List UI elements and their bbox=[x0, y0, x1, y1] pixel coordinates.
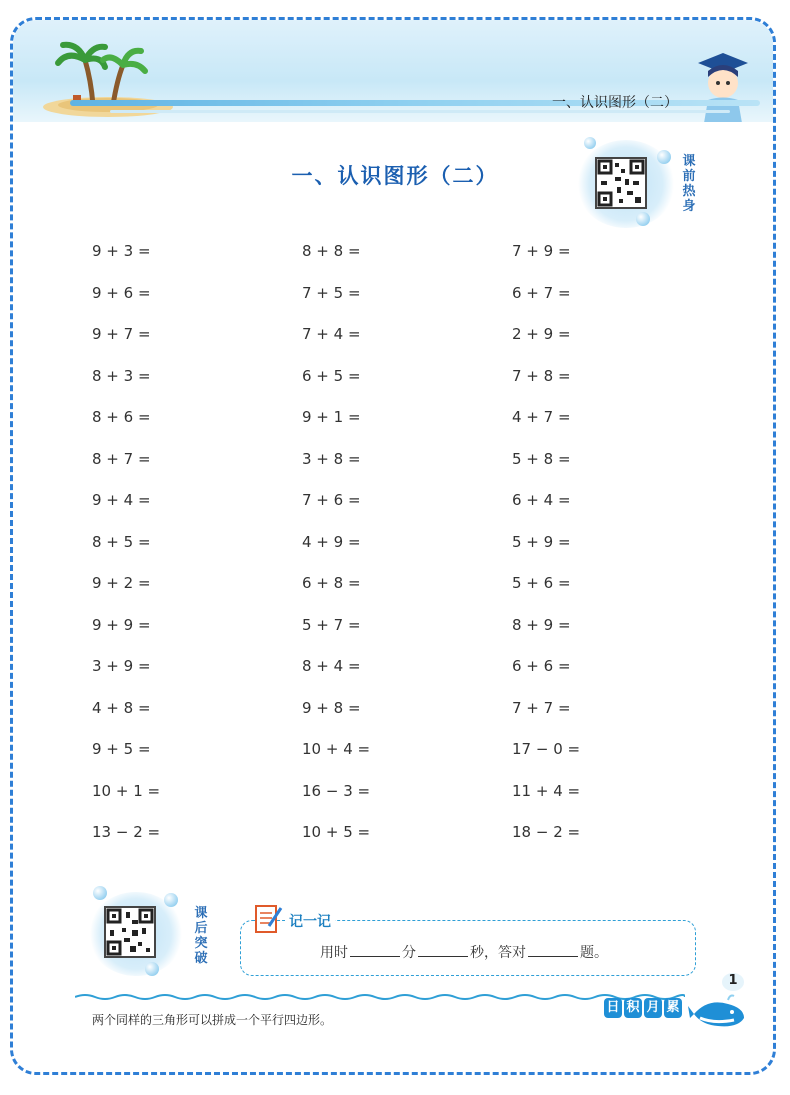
bubble-icon bbox=[657, 150, 671, 164]
warmup-label bbox=[681, 154, 697, 214]
problem: 7 + 7 = bbox=[512, 698, 571, 717]
bubble-icon bbox=[93, 886, 107, 900]
bubble-icon bbox=[145, 962, 159, 976]
whale-icon bbox=[688, 992, 750, 1032]
problem: 18 − 2 = bbox=[512, 823, 581, 841]
note-title: 记一记 bbox=[285, 911, 335, 931]
problem: 5 + 6 = bbox=[512, 574, 571, 592]
label-char: 破 bbox=[194, 951, 208, 966]
problem: 4 + 7 = bbox=[512, 408, 571, 426]
problem-column-1 bbox=[92, 242, 272, 865]
bubble-icon bbox=[584, 137, 596, 149]
chapter-label: 一、认识图形（二） bbox=[552, 95, 678, 111]
page-title: 一、认识图形（二） bbox=[291, 164, 499, 188]
footer-wave bbox=[75, 993, 685, 1001]
problem: 9 + 2 = bbox=[92, 574, 151, 592]
problem-column-2 bbox=[302, 242, 482, 865]
question-label: 题。 bbox=[580, 945, 608, 961]
problem: 6 + 8 = bbox=[302, 574, 361, 592]
label-char: 后 bbox=[194, 921, 208, 936]
qr-code-icon[interactable] bbox=[104, 906, 156, 958]
bubble-icon bbox=[164, 893, 178, 907]
problem: 8 + 9 = bbox=[512, 615, 571, 634]
problem: 3 + 8 = bbox=[302, 449, 361, 468]
problem: 9 + 3 = bbox=[92, 242, 151, 260]
notepad-pen-icon bbox=[254, 902, 284, 934]
footer-banner bbox=[604, 998, 682, 1018]
problem: 7 + 6 = bbox=[302, 491, 361, 509]
problem: 16 − 3 = bbox=[302, 781, 371, 800]
label-char: 热 bbox=[682, 184, 696, 199]
banner-char: 积 bbox=[624, 998, 642, 1018]
problem: 9 + 9 = bbox=[92, 615, 151, 634]
label-char: 课 bbox=[194, 906, 208, 921]
label-char: 课 bbox=[682, 154, 696, 169]
problem: 8 + 7 = bbox=[92, 449, 151, 468]
problem: 10 + 4 = bbox=[302, 740, 371, 758]
footer-tip: 两个同样的三角形可以拼成一个平行四边形。 bbox=[92, 1013, 333, 1027]
problem: 6 + 6 = bbox=[512, 657, 571, 675]
minute-label: 分 bbox=[402, 945, 416, 961]
problem: 3 + 9 = bbox=[92, 657, 151, 675]
problem: 9 + 4 = bbox=[92, 491, 151, 509]
note-line bbox=[320, 942, 608, 962]
problem: 6 + 5 = bbox=[302, 366, 361, 385]
problem: 9 + 7 = bbox=[92, 325, 151, 343]
label-char: 前 bbox=[682, 169, 696, 184]
problem: 10 + 5 = bbox=[302, 823, 371, 841]
problem: 8 + 5 = bbox=[92, 532, 151, 551]
problem: 9 + 8 = bbox=[302, 698, 361, 717]
problem: 7 + 9 = bbox=[512, 242, 571, 260]
problem: 6 + 4 = bbox=[512, 491, 571, 509]
banner-char: 月 bbox=[644, 998, 662, 1018]
problem: 6 + 7 = bbox=[512, 283, 571, 302]
problem: 5 + 9 = bbox=[512, 532, 571, 551]
problem: 8 + 6 = bbox=[92, 408, 151, 426]
time-label: 用时 bbox=[320, 945, 348, 961]
problem: 4 + 8 = bbox=[92, 698, 151, 717]
problem: 8 + 3 = bbox=[92, 366, 151, 385]
problem-column-3 bbox=[512, 242, 692, 865]
problem: 7 + 8 = bbox=[512, 366, 571, 385]
bubble-icon bbox=[636, 212, 650, 226]
problem: 9 + 6 = bbox=[92, 283, 151, 302]
problem: 8 + 8 = bbox=[302, 242, 361, 260]
practice-label bbox=[193, 906, 209, 966]
label-char: 突 bbox=[194, 936, 208, 951]
qr-code-icon[interactable] bbox=[595, 157, 647, 209]
problem: 7 + 4 = bbox=[302, 325, 361, 343]
problem: 11 + 4 = bbox=[512, 781, 581, 800]
seconds-blank[interactable] bbox=[418, 944, 468, 957]
problem: 13 − 2 = bbox=[92, 823, 161, 841]
problem: 4 + 9 = bbox=[302, 532, 361, 551]
problem: 10 + 1 = bbox=[92, 781, 161, 800]
problem: 5 + 8 = bbox=[512, 449, 571, 468]
problem: 2 + 9 = bbox=[512, 325, 571, 343]
problem: 8 + 4 = bbox=[302, 657, 361, 675]
island-palm-icon bbox=[33, 25, 183, 122]
problem: 9 + 5 = bbox=[92, 740, 151, 758]
banner-char: 日 bbox=[604, 998, 622, 1018]
problem: 9 + 1 = bbox=[302, 408, 361, 426]
label-char: 身 bbox=[682, 199, 696, 214]
problem: 17 − 0 = bbox=[512, 740, 581, 758]
problem: 5 + 7 = bbox=[302, 615, 361, 634]
problem: 7 + 5 = bbox=[302, 283, 361, 302]
page-number: 1 bbox=[722, 973, 744, 991]
banner-char: 累 bbox=[664, 998, 682, 1018]
minutes-blank[interactable] bbox=[350, 944, 400, 957]
correct-blank[interactable] bbox=[528, 944, 578, 957]
second-label: 秒，答对 bbox=[470, 945, 526, 961]
